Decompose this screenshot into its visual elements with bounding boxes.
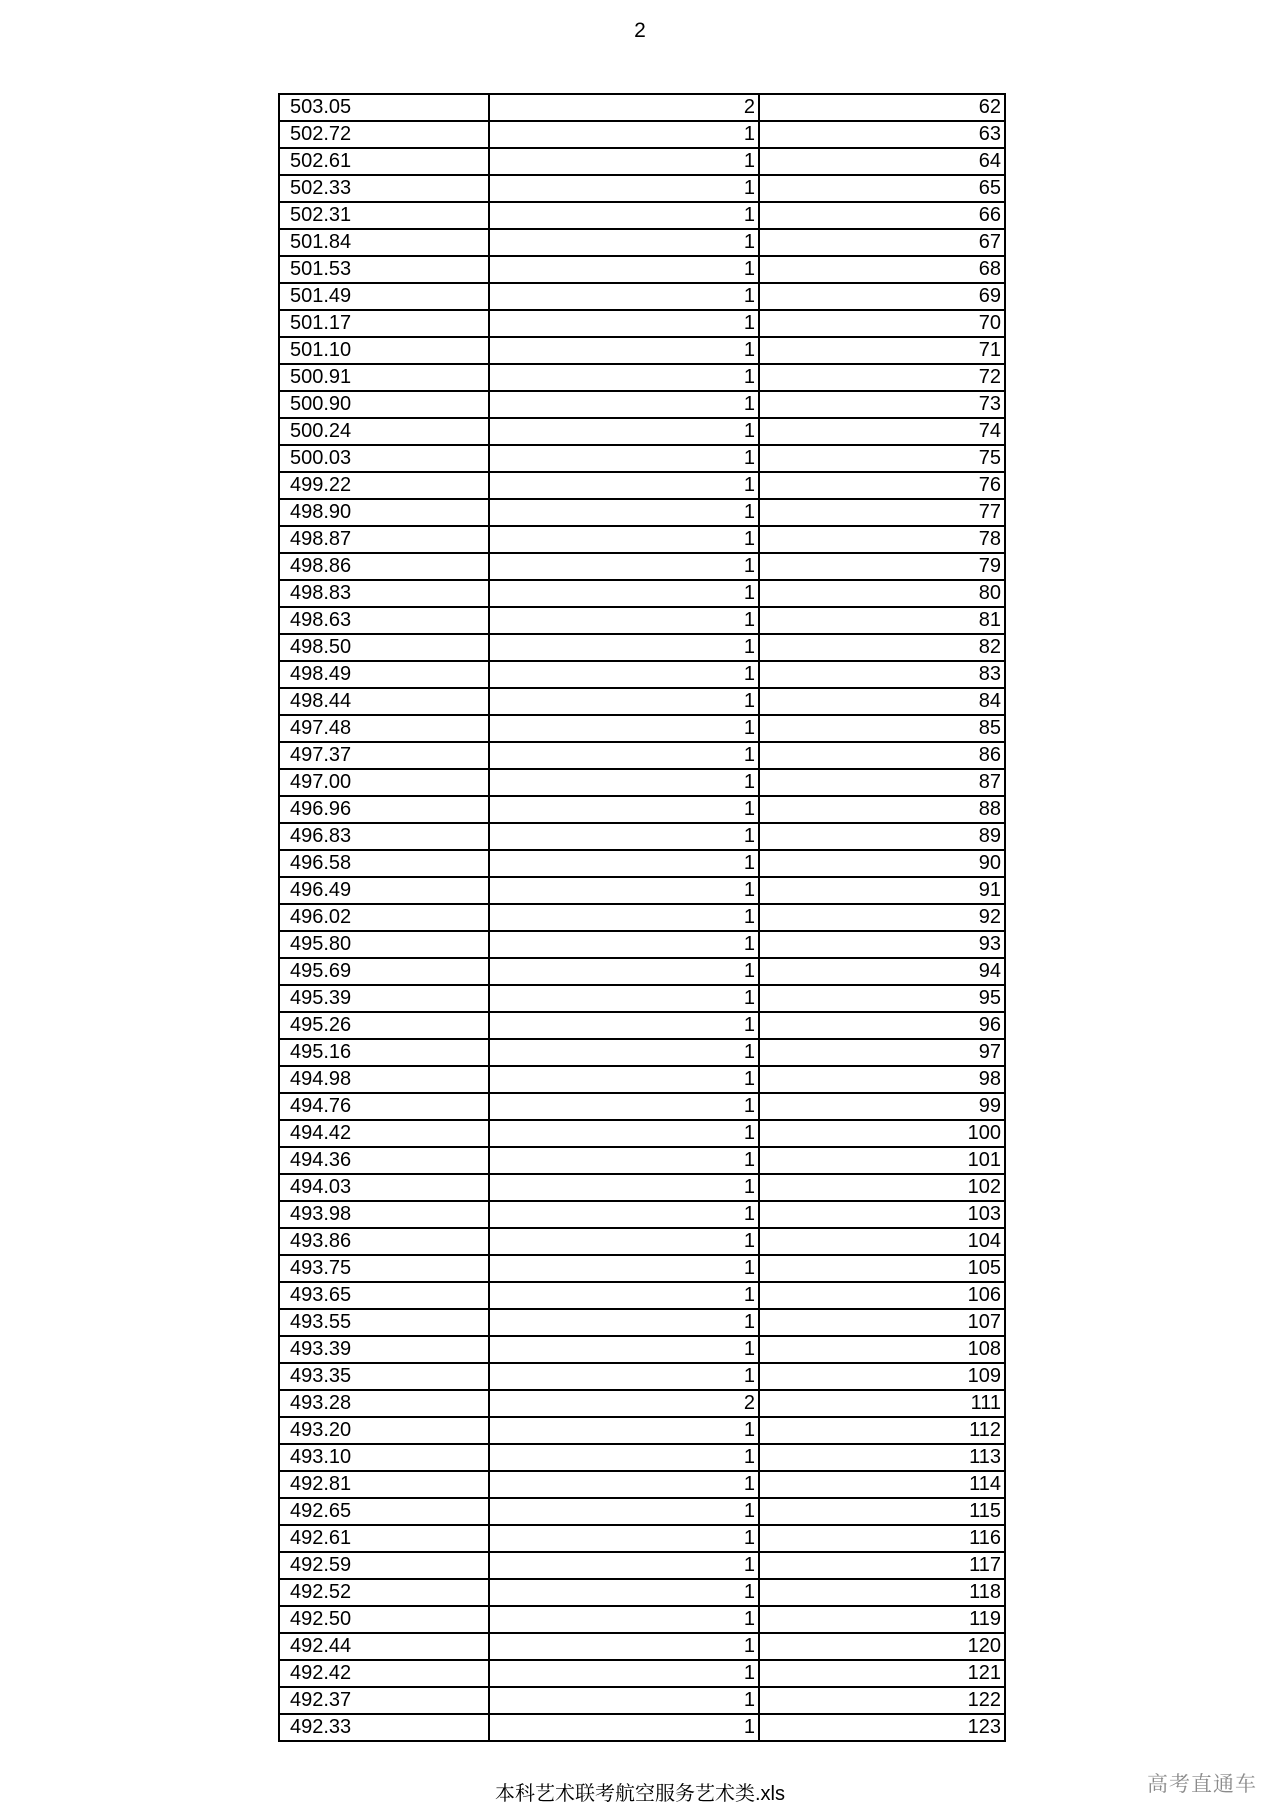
rank-cell: 115	[759, 1498, 1005, 1525]
score-cell: 497.48	[279, 715, 489, 742]
count-cell: 1	[489, 931, 759, 958]
rank-cell: 65	[759, 175, 1005, 202]
score-cell: 495.16	[279, 1039, 489, 1066]
table-row	[279, 985, 1005, 1012]
rank-cell: 87	[759, 769, 1005, 796]
rank-cell: 63	[759, 121, 1005, 148]
table-row	[279, 931, 1005, 958]
rank-cell: 83	[759, 661, 1005, 688]
table-row	[279, 445, 1005, 472]
rank-cell: 91	[759, 877, 1005, 904]
rank-cell: 92	[759, 904, 1005, 931]
score-cell: 493.20	[279, 1417, 489, 1444]
rank-cell: 77	[759, 499, 1005, 526]
score-cell: 502.31	[279, 202, 489, 229]
table-row	[279, 1093, 1005, 1120]
count-cell: 1	[489, 391, 759, 418]
count-cell: 1	[489, 1039, 759, 1066]
table-row	[279, 823, 1005, 850]
table-row	[279, 1336, 1005, 1363]
score-table	[278, 93, 1006, 1742]
score-cell: 500.90	[279, 391, 489, 418]
table-row	[279, 1201, 1005, 1228]
table-row	[279, 796, 1005, 823]
table-row	[279, 256, 1005, 283]
table-row	[279, 337, 1005, 364]
rank-cell: 104	[759, 1228, 1005, 1255]
count-cell: 1	[489, 337, 759, 364]
score-cell: 496.58	[279, 850, 489, 877]
rank-cell: 69	[759, 283, 1005, 310]
rank-cell: 113	[759, 1444, 1005, 1471]
rank-cell: 105	[759, 1255, 1005, 1282]
score-cell: 502.72	[279, 121, 489, 148]
score-cell: 493.65	[279, 1282, 489, 1309]
score-cell: 493.55	[279, 1309, 489, 1336]
table-row	[279, 175, 1005, 202]
table-row	[279, 526, 1005, 553]
rank-cell: 101	[759, 1147, 1005, 1174]
rank-cell: 75	[759, 445, 1005, 472]
score-cell: 498.87	[279, 526, 489, 553]
score-cell: 498.83	[279, 580, 489, 607]
count-cell: 1	[489, 148, 759, 175]
score-cell: 494.36	[279, 1147, 489, 1174]
table-row	[279, 877, 1005, 904]
table-row	[279, 715, 1005, 742]
rank-cell: 97	[759, 1039, 1005, 1066]
score-cell: 493.39	[279, 1336, 489, 1363]
table-row	[279, 1255, 1005, 1282]
table-row	[279, 1687, 1005, 1714]
count-cell: 1	[489, 1606, 759, 1633]
rank-cell: 120	[759, 1633, 1005, 1660]
score-cell: 493.75	[279, 1255, 489, 1282]
count-cell: 1	[489, 1336, 759, 1363]
rank-cell: 81	[759, 607, 1005, 634]
table-row	[279, 1606, 1005, 1633]
count-cell: 1	[489, 1714, 759, 1741]
table-row	[279, 94, 1005, 121]
table-row	[279, 1363, 1005, 1390]
score-cell: 492.61	[279, 1525, 489, 1552]
rank-cell: 99	[759, 1093, 1005, 1120]
score-table-body	[279, 94, 1005, 1741]
rank-cell: 82	[759, 634, 1005, 661]
table-row	[279, 742, 1005, 769]
score-cell: 503.05	[279, 94, 489, 121]
rank-cell: 76	[759, 472, 1005, 499]
rank-cell: 116	[759, 1525, 1005, 1552]
rank-cell: 78	[759, 526, 1005, 553]
rank-cell: 90	[759, 850, 1005, 877]
count-cell: 1	[489, 1228, 759, 1255]
score-cell: 496.83	[279, 823, 489, 850]
count-cell: 1	[489, 1066, 759, 1093]
score-cell: 492.33	[279, 1714, 489, 1741]
rank-cell: 67	[759, 229, 1005, 256]
table-row	[279, 121, 1005, 148]
rank-cell: 66	[759, 202, 1005, 229]
table-row	[279, 1633, 1005, 1660]
score-cell: 494.98	[279, 1066, 489, 1093]
table-row	[279, 1174, 1005, 1201]
rank-cell: 114	[759, 1471, 1005, 1498]
score-cell: 493.28	[279, 1390, 489, 1417]
table-row	[279, 310, 1005, 337]
score-cell: 498.63	[279, 607, 489, 634]
table-row	[279, 1660, 1005, 1687]
table-row	[279, 607, 1005, 634]
score-cell: 492.37	[279, 1687, 489, 1714]
table-row	[279, 1714, 1005, 1741]
score-cell: 498.90	[279, 499, 489, 526]
rank-cell: 88	[759, 796, 1005, 823]
count-cell: 1	[489, 1687, 759, 1714]
count-cell: 1	[489, 553, 759, 580]
table-row	[279, 1012, 1005, 1039]
count-cell: 1	[489, 661, 759, 688]
rank-cell: 73	[759, 391, 1005, 418]
rank-cell: 111	[759, 1390, 1005, 1417]
table-row	[279, 1444, 1005, 1471]
table-row	[279, 1525, 1005, 1552]
count-cell: 1	[489, 715, 759, 742]
count-cell: 1	[489, 1282, 759, 1309]
score-cell: 499.22	[279, 472, 489, 499]
count-cell: 1	[489, 175, 759, 202]
count-cell: 1	[489, 1174, 759, 1201]
score-cell: 496.49	[279, 877, 489, 904]
rank-cell: 64	[759, 148, 1005, 175]
count-cell: 1	[489, 1660, 759, 1687]
score-cell: 492.65	[279, 1498, 489, 1525]
table-row	[279, 769, 1005, 796]
count-cell: 1	[489, 634, 759, 661]
table-row	[279, 1282, 1005, 1309]
count-cell: 1	[489, 1012, 759, 1039]
table-row	[279, 1417, 1005, 1444]
score-cell: 501.10	[279, 337, 489, 364]
table-row	[279, 364, 1005, 391]
score-cell: 501.49	[279, 283, 489, 310]
count-cell: 1	[489, 1444, 759, 1471]
table-row	[279, 1147, 1005, 1174]
score-cell: 495.26	[279, 1012, 489, 1039]
score-cell: 498.44	[279, 688, 489, 715]
count-cell: 1	[489, 229, 759, 256]
table-row	[279, 553, 1005, 580]
rank-cell: 72	[759, 364, 1005, 391]
rank-cell: 122	[759, 1687, 1005, 1714]
rank-cell: 109	[759, 1363, 1005, 1390]
count-cell: 1	[489, 1525, 759, 1552]
score-cell: 498.50	[279, 634, 489, 661]
score-cell: 494.42	[279, 1120, 489, 1147]
rank-cell: 71	[759, 337, 1005, 364]
rank-cell: 79	[759, 553, 1005, 580]
count-cell: 1	[489, 418, 759, 445]
table-row	[279, 1120, 1005, 1147]
table-row	[279, 1471, 1005, 1498]
rank-cell: 121	[759, 1660, 1005, 1687]
table-row	[279, 850, 1005, 877]
score-cell: 494.76	[279, 1093, 489, 1120]
table-row	[279, 904, 1005, 931]
count-cell: 1	[489, 985, 759, 1012]
rank-cell: 70	[759, 310, 1005, 337]
count-cell: 1	[489, 472, 759, 499]
score-cell: 501.17	[279, 310, 489, 337]
footer-filename: 本科艺术联考航空服务艺术类.xls	[495, 1783, 785, 1805]
score-cell: 496.02	[279, 904, 489, 931]
count-cell: 1	[489, 445, 759, 472]
score-cell: 501.84	[279, 229, 489, 256]
rank-cell: 86	[759, 742, 1005, 769]
score-cell: 501.53	[279, 256, 489, 283]
rank-cell: 74	[759, 418, 1005, 445]
count-cell: 2	[489, 94, 759, 121]
score-cell: 500.03	[279, 445, 489, 472]
rank-cell: 102	[759, 1174, 1005, 1201]
score-cell: 493.86	[279, 1228, 489, 1255]
rank-cell: 95	[759, 985, 1005, 1012]
count-cell: 1	[489, 202, 759, 229]
score-cell: 492.42	[279, 1660, 489, 1687]
score-cell: 496.96	[279, 796, 489, 823]
rank-cell: 94	[759, 958, 1005, 985]
count-cell: 1	[489, 904, 759, 931]
score-cell: 492.44	[279, 1633, 489, 1660]
score-cell: 498.86	[279, 553, 489, 580]
table-row	[279, 229, 1005, 256]
count-cell: 1	[489, 283, 759, 310]
table-row	[279, 418, 1005, 445]
table-row	[279, 1390, 1005, 1417]
count-cell: 1	[489, 796, 759, 823]
count-cell: 1	[489, 958, 759, 985]
count-cell: 1	[489, 121, 759, 148]
table-row	[279, 1552, 1005, 1579]
score-cell: 495.69	[279, 958, 489, 985]
table-row	[279, 1579, 1005, 1606]
rank-cell: 62	[759, 94, 1005, 121]
score-cell: 492.81	[279, 1471, 489, 1498]
rank-cell: 68	[759, 256, 1005, 283]
table-row	[279, 1039, 1005, 1066]
table-row	[279, 1228, 1005, 1255]
score-cell: 493.10	[279, 1444, 489, 1471]
count-cell: 1	[489, 1417, 759, 1444]
score-cell: 498.49	[279, 661, 489, 688]
score-cell: 493.98	[279, 1201, 489, 1228]
rank-cell: 112	[759, 1417, 1005, 1444]
score-cell: 494.03	[279, 1174, 489, 1201]
rank-cell: 89	[759, 823, 1005, 850]
watermark: 高考直通车	[1147, 1773, 1257, 1796]
score-cell: 497.00	[279, 769, 489, 796]
score-cell: 497.37	[279, 742, 489, 769]
rank-cell: 80	[759, 580, 1005, 607]
count-cell: 1	[489, 1552, 759, 1579]
count-cell: 1	[489, 607, 759, 634]
rank-cell: 119	[759, 1606, 1005, 1633]
count-cell: 1	[489, 1633, 759, 1660]
rank-cell: 93	[759, 931, 1005, 958]
table-row	[279, 202, 1005, 229]
count-cell: 1	[489, 1201, 759, 1228]
rank-cell: 98	[759, 1066, 1005, 1093]
count-cell: 2	[489, 1390, 759, 1417]
count-cell: 1	[489, 1498, 759, 1525]
table-row	[279, 1309, 1005, 1336]
rank-cell: 103	[759, 1201, 1005, 1228]
count-cell: 1	[489, 850, 759, 877]
count-cell: 1	[489, 1309, 759, 1336]
table-row	[279, 688, 1005, 715]
score-cell: 502.33	[279, 175, 489, 202]
count-cell: 1	[489, 688, 759, 715]
score-cell: 492.59	[279, 1552, 489, 1579]
rank-cell: 84	[759, 688, 1005, 715]
table-row	[279, 391, 1005, 418]
rank-cell: 100	[759, 1120, 1005, 1147]
rank-cell: 107	[759, 1309, 1005, 1336]
count-cell: 1	[489, 1579, 759, 1606]
count-cell: 1	[489, 877, 759, 904]
count-cell: 1	[489, 256, 759, 283]
rank-cell: 96	[759, 1012, 1005, 1039]
rank-cell: 108	[759, 1336, 1005, 1363]
table-row	[279, 958, 1005, 985]
score-cell: 492.50	[279, 1606, 489, 1633]
table-row	[279, 283, 1005, 310]
count-cell: 1	[489, 310, 759, 337]
score-cell: 493.35	[279, 1363, 489, 1390]
score-cell: 502.61	[279, 148, 489, 175]
page-number: 2	[634, 19, 646, 42]
rank-cell: 117	[759, 1552, 1005, 1579]
count-cell: 1	[489, 823, 759, 850]
rank-cell: 123	[759, 1714, 1005, 1741]
count-cell: 1	[489, 742, 759, 769]
count-cell: 1	[489, 769, 759, 796]
table-row	[279, 472, 1005, 499]
count-cell: 1	[489, 499, 759, 526]
table-row	[279, 580, 1005, 607]
table-row	[279, 1498, 1005, 1525]
rank-cell: 106	[759, 1282, 1005, 1309]
count-cell: 1	[489, 526, 759, 553]
table-row	[279, 634, 1005, 661]
count-cell: 1	[489, 1093, 759, 1120]
rank-cell: 118	[759, 1579, 1005, 1606]
count-cell: 1	[489, 580, 759, 607]
score-cell: 500.24	[279, 418, 489, 445]
table-row	[279, 499, 1005, 526]
score-cell: 500.91	[279, 364, 489, 391]
rank-cell: 85	[759, 715, 1005, 742]
count-cell: 1	[489, 1120, 759, 1147]
table-row	[279, 1066, 1005, 1093]
count-cell: 1	[489, 1255, 759, 1282]
count-cell: 1	[489, 364, 759, 391]
score-cell: 495.80	[279, 931, 489, 958]
count-cell: 1	[489, 1363, 759, 1390]
count-cell: 1	[489, 1147, 759, 1174]
table-row	[279, 148, 1005, 175]
count-cell: 1	[489, 1471, 759, 1498]
score-cell: 492.52	[279, 1579, 489, 1606]
score-cell: 495.39	[279, 985, 489, 1012]
table-row	[279, 661, 1005, 688]
